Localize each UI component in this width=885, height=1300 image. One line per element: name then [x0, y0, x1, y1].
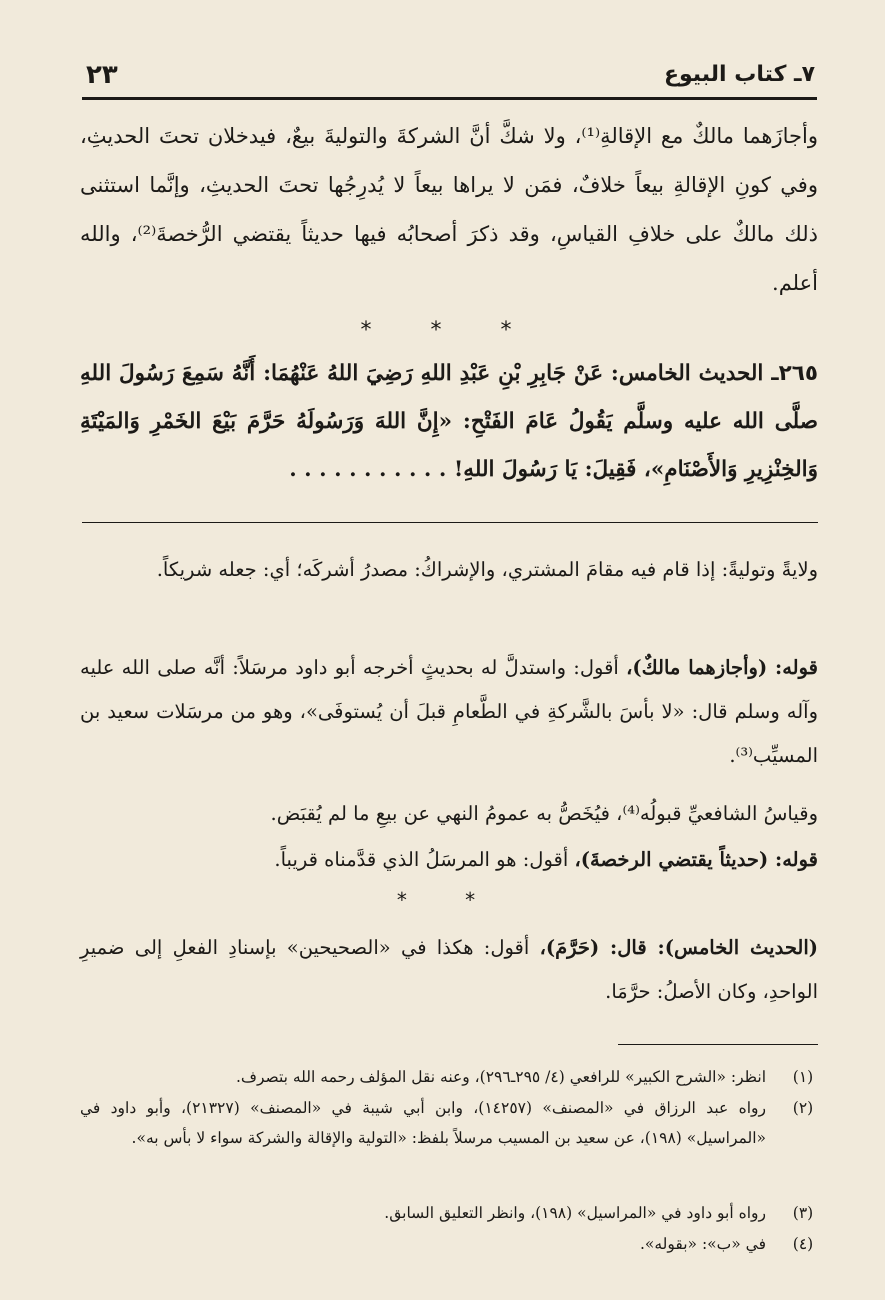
commentary-text: أقول: واستدلَّ له بحديثٍ أخرجه أبو داود مرسَلاً: أنَّه صلى الله عليه وآله وسلم قال: «لا بأسَ بالشَّركةِ في الطَّعامِ قبلَ أن يُستوفَى»، وهو من مرسَلات سعيد بن المسيِّب⁽³⁾.: [80, 656, 818, 767]
footnote-1: [80, 1062, 818, 1092]
commentary-separator: * *: [396, 888, 502, 912]
footnote-text: انظر: «الشرح الكبير» للرافعي (٤/ ٢٩٥ـ٢٩٦)، وعنه نقل المؤلف رحمه الله بتصرف.: [235, 1068, 766, 1086]
chapter-title: ٧ـ كتاب البيوع: [663, 62, 815, 87]
page-header: [82, 62, 815, 96]
main-paragraph: وأجازَهما مالكٌ مع الإقالةِ⁽¹⁾، ولا شكَّ أنَّ الشركةَ والتوليةَ بيعٌ، فيدخلان تحتَ الحديثِ، وفي كونِ الإقالةِ بيعاً خلافٌ، فمَن لا يراها بيعاً لا يُدرِجُها تحتَ الحديثِ، وإنَّما استثنى ذلك مالكٌ على خلافِ القياسِ، وقد ذكرَ أصحابُه فيها حديثاً يقتضي الرُّخصةَ⁽²⁾، والله أعلم.: [80, 124, 818, 295]
footnote-number: (٤): [792, 1235, 814, 1253]
commentary-lead: (الحديث الخامس): قال: (حَرَّمَ)،: [539, 936, 818, 959]
page-number: ٢٣: [86, 60, 118, 90]
footnote-3: [80, 1198, 818, 1228]
commentary-lead: قوله: (وأجازهما مالكٌ)،: [626, 656, 818, 679]
commentary-paragraph-2: [80, 646, 818, 778]
hadith-block: [80, 350, 818, 494]
hadith-text: الحديث الخامس: عَنْ جَابِرِ بْنِ عَبْدِ اللهِ رَضِيَ اللهُ عَنْهُمَا: أَنَّهُ سَمِعَ رَسُولَ اللهِ صلَّى الله عليه وسلَّم يَقُولُ عَامَ الفَتْحِ: «إِنَّ اللهَ وَرَسُولَهُ حَرَّمَ بَيْعَ الخَمْرِ وَالمَيْتَةِ وَالخِنْزِيرِ وَالأَصْنَامِ»، فَقِيلَ: يَا رَسُولَ اللهِ! . . . . . . . . . . .: [80, 361, 818, 482]
footnote-number: (٢): [792, 1099, 814, 1117]
footnote-number: (٣): [792, 1204, 814, 1222]
commentary-paragraph-4: [80, 838, 818, 882]
footnote-divider: [618, 1044, 818, 1045]
section-separator: * * *: [360, 318, 538, 343]
footnote-4: [80, 1229, 818, 1259]
footnote-text: رواه عبد الرزاق في «المصنف» (١٤٢٥٧)، وابن أبي شيبة في «المصنف» (٢١٣٢٧)، وأبو داود في «المراسيل» (١٩٨)، عن سعيد بن المسيب مرسلاً بلفظ: «التولية والإقالة والشركة سواء لا بأس به».: [80, 1099, 766, 1147]
header-divider: [82, 97, 817, 100]
commentary-text: أقول: هو المرسَلُ الذي قدَّمناه قريباً.: [274, 848, 575, 871]
commentary-lead: قوله: (حديثاً يقتضي الرخصةَ)،: [574, 848, 818, 871]
commentary-divider: [82, 522, 818, 523]
footnote-number: (١): [792, 1068, 814, 1086]
commentary-paragraph-1: ولايةً وتوليةً: إذا قام فيه مقامَ المشتري، والإشراكُ: مصدرُ أشركَه؛ أي: جعله شريكاً.: [156, 558, 818, 581]
footnote-text: في «ب»: «بقوله».: [639, 1235, 766, 1253]
commentary-text: أقول: هكذا في «الصحيحين» بإسنادِ الفعلِ إلى ضميرِ الواحدِ، وكان الأصلُ: حرَّمَا.: [80, 936, 818, 1003]
footnote-2: [80, 1093, 818, 1153]
footnote-text: رواه أبو داود في «المراسيل» (١٩٨)، وانظر التعليق السابق.: [384, 1204, 766, 1222]
commentary-paragraph-5: [80, 926, 818, 1014]
commentary-paragraph-3: وقياسُ الشافعيِّ قبولُه⁽⁴⁾، فيُخَصُّ به عمومُ النهي عن بيعِ ما لم يُقبَض.: [270, 802, 818, 825]
hadith-number: ٢٦٥ـ: [771, 361, 818, 386]
